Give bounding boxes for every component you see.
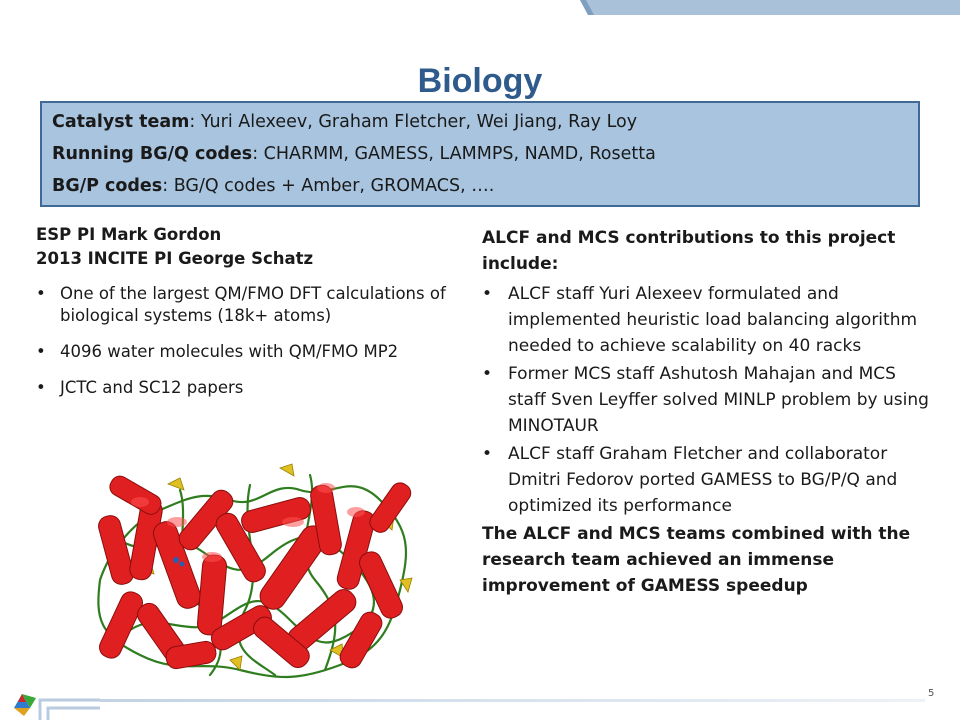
callout-label: Catalyst team xyxy=(52,112,190,132)
callout-text: : CHARMM, GAMESS, LAMMPS, NAMD, Rosetta xyxy=(252,144,656,164)
callout-label: BG/P codes xyxy=(52,176,163,196)
page-number: 5 xyxy=(928,688,935,699)
right-column xyxy=(482,225,932,599)
callout-line-bgq xyxy=(52,141,906,167)
left-bullet-list xyxy=(36,283,476,399)
logo xyxy=(0,660,100,720)
list-item: • Former MCS staff Ashutosh Mahajan and MCS staff Sven Leyffer solved MINLP problem by using MINOTAUR xyxy=(482,361,932,439)
right-bullet-list xyxy=(482,281,932,519)
list-item: • ALCF staff Graham Fletcher and collaborator Dmitri Fedorov ported GAMESS to BG/P/Q and optimized its performance xyxy=(482,441,932,519)
footer-divider xyxy=(100,691,925,699)
callout-line-bgp xyxy=(52,173,906,199)
header-decoration xyxy=(580,0,960,15)
list-item: • One of the largest QM/FMO DFT calculations of biological systems (18k+ atoms) xyxy=(36,283,476,327)
conclusion-text: The ALCF and MCS teams combined with the research team achieved an immense improvement of GAMESS speedup xyxy=(482,524,911,596)
callout-line-catalyst xyxy=(52,109,906,135)
pi-line: ESP PI Mark Gordon xyxy=(36,225,222,244)
callout-label: Running BG/Q codes xyxy=(52,144,253,164)
contributions-heading: ALCF and MCS contributions to this project include: xyxy=(482,228,896,274)
callout-text: : BG/Q codes + Amber, GROMACS, …. xyxy=(162,176,495,196)
protein-structure-illustration xyxy=(80,460,418,685)
slide-title: Biology xyxy=(417,62,543,100)
catalyst-callout-box xyxy=(40,101,920,207)
list-item: • JCTC and SC12 papers xyxy=(36,377,476,399)
pi-line: 2013 INCITE PI George Schatz xyxy=(36,249,314,268)
list-item: • 4096 water molecules with QM/FMO MP2 xyxy=(36,341,476,363)
left-column xyxy=(36,223,476,413)
list-item: • ALCF staff Yuri Alexeev formulated and implemented heuristic load balancing algorithm needed to achieve scalability on 40 racks xyxy=(482,281,932,359)
callout-text: : Yuri Alexeev, Graham Fletcher, Wei Jiang, Ray Loy xyxy=(189,112,638,132)
